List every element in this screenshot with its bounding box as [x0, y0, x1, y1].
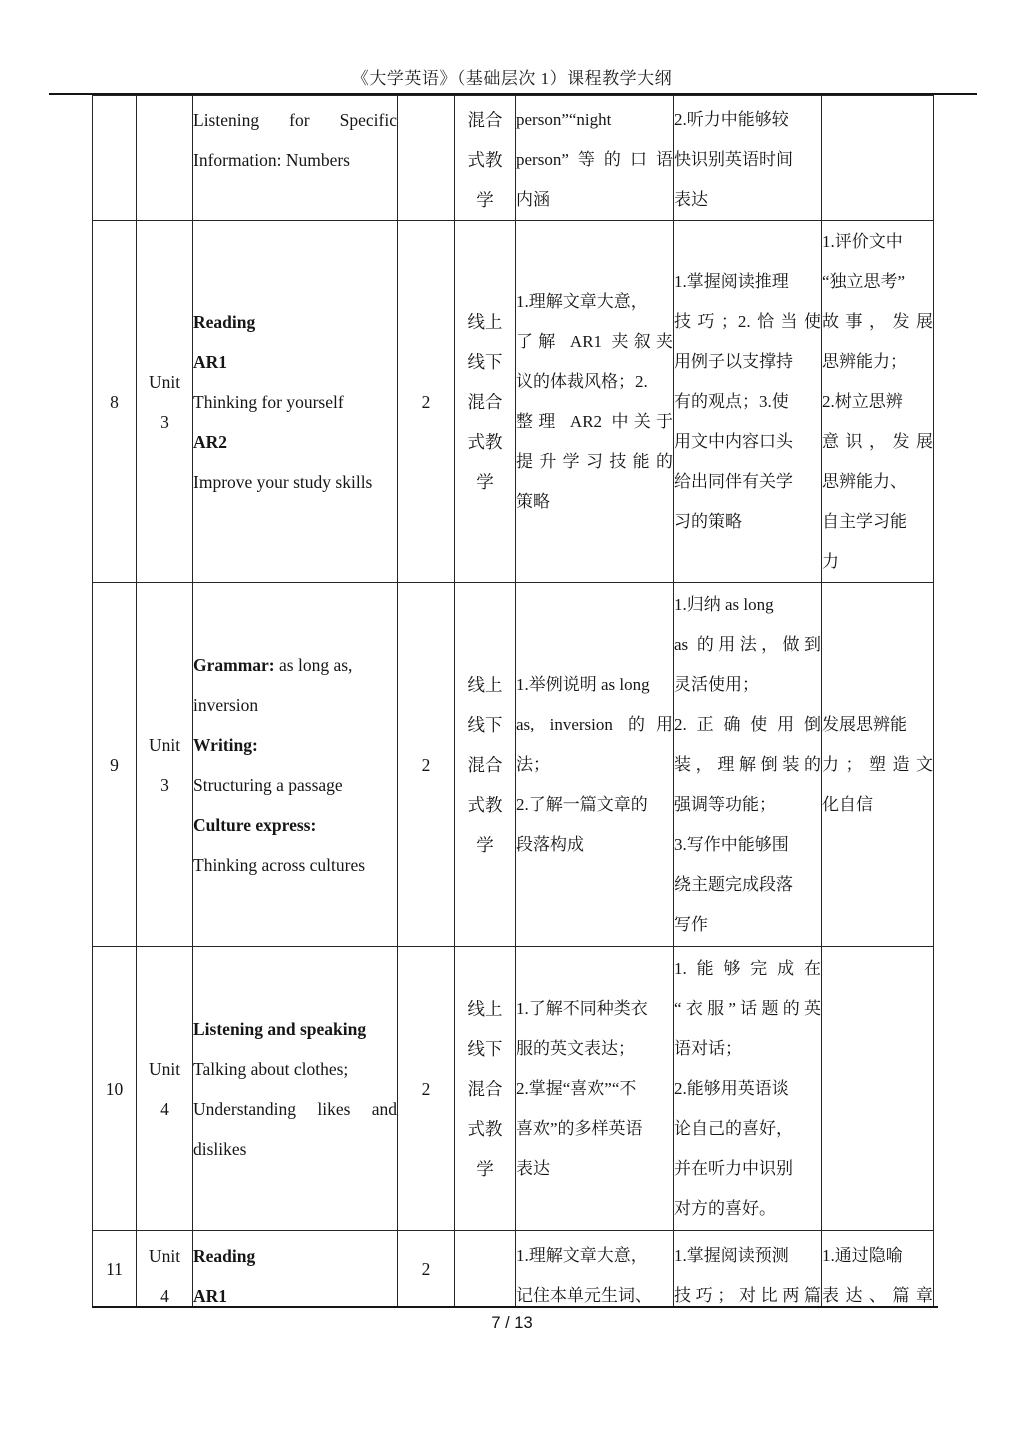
cell-content: Reading AR1 Thinking for yourself AR2 Improve your study skills: [193, 221, 398, 583]
cell-objective-b: 1.掌握阅读预测 技巧；对比两篇: [674, 1231, 822, 1309]
cell-objective-c: 发展思辨能 力；塑造文 化自信: [822, 583, 934, 947]
cell-hours: 2: [398, 583, 455, 947]
cell-unit: Unit 3: [137, 583, 193, 947]
cell-objective-b: 1.归纳 as long as 的用法，做到 灵活使用； 2.正确使用倒 装，理解倒装的 强调等功能； 3.写作中能够围 绕主题完成段落 写作: [674, 583, 822, 947]
cell-objective-a: person”“night person”等的口语 内涵: [516, 96, 674, 221]
table-row-11-partial: [93, 1231, 934, 1309]
table-row-9: [93, 583, 934, 947]
cell-seq: 9: [93, 583, 137, 947]
cell-objective-c: [822, 947, 934, 1231]
cell-method: 混合 式教 学: [455, 96, 516, 221]
cell-seq: 10: [93, 947, 137, 1231]
cell-hours: 2: [398, 947, 455, 1231]
document-header-title: 《大学英语》（基础层次 1）课程教学大纲: [351, 69, 673, 88]
cell-objective-a: 1.理解文章大意， 了解 AR1 夹叙夹 议的体裁风格；2. 整理 AR2 中关于 提升学习技能的 策略: [516, 221, 674, 583]
cell-hours: 2: [398, 221, 455, 583]
cell-unit: [137, 96, 193, 221]
cell-seq: [93, 96, 137, 221]
cell-objective-c: [822, 96, 934, 221]
cell-objective-a: 1.举例说明 as long as, inversion 的用 法； 2.了解一篇文章的 段落构成: [516, 583, 674, 947]
cell-objective-b: 1.能够完成在 “衣服”话题的英 语对话； 2.能够用英语谈 论自己的喜好， 并在听力中识别 对方的喜好。: [674, 947, 822, 1231]
cell-objective-b: 2.听力中能够较 快识别英语时间 表达: [674, 96, 822, 221]
cell-content: Grammar: as long as, inversion Writing: Structuring a passage Culture express: Thinking across cultures: [193, 583, 398, 947]
cell-objective-b: 1.掌握阅读推理 技巧；2.恰当使 用例子以支撑持 有的观点；3.使 用文中内容口头 给出同伴有关学 习的策略: [674, 221, 822, 583]
cell-objective-a: 1.理解文章大意， 记住本单元生词、: [516, 1231, 674, 1309]
table-row-7-continued: [93, 96, 934, 221]
cell-objective-a: 1.了解不同种类衣 服的英文表达； 2.掌握“喜欢”“不 喜欢”的多样英语 表达: [516, 947, 674, 1231]
cell-seq: 11: [93, 1231, 137, 1309]
cell-objective-c: 1.评价文中 “独立思考” 故事，发展 思辨能力； 2.树立思辨 意识，发展 思辨能力、 自主学习能 力: [822, 221, 934, 583]
cell-method: 线上 线下 混合 式教 学: [455, 583, 516, 947]
cell-method: [455, 1231, 516, 1309]
table-row-8: [93, 221, 934, 583]
cell-hours: [398, 96, 455, 221]
cell-content: Listening and speaking Talking about clothes; Understanding likes and dislikes: [193, 947, 398, 1231]
cell-content: Reading AR1: [193, 1231, 398, 1309]
cell-method: 线上 线下 混合 式教 学: [455, 947, 516, 1231]
cell-method: 线上 线下 混合 式教 学: [455, 221, 516, 583]
cell-seq: 8: [93, 221, 137, 583]
cell-unit: Unit 4: [137, 1231, 193, 1309]
table-row-10: [93, 947, 934, 1231]
footer-page-number: 7 / 13: [491, 1314, 533, 1332]
cell-unit: Unit 4: [137, 947, 193, 1231]
cell-unit: Unit 3: [137, 221, 193, 583]
cell-hours: 2: [398, 1231, 455, 1309]
cell-content: Listening for Specific Information: Numbers: [193, 96, 398, 221]
syllabus-table-container: [92, 95, 938, 1308]
syllabus-table: [92, 95, 934, 1308]
cell-objective-c: 1.通过隐喻 表达、篇章: [822, 1231, 934, 1309]
